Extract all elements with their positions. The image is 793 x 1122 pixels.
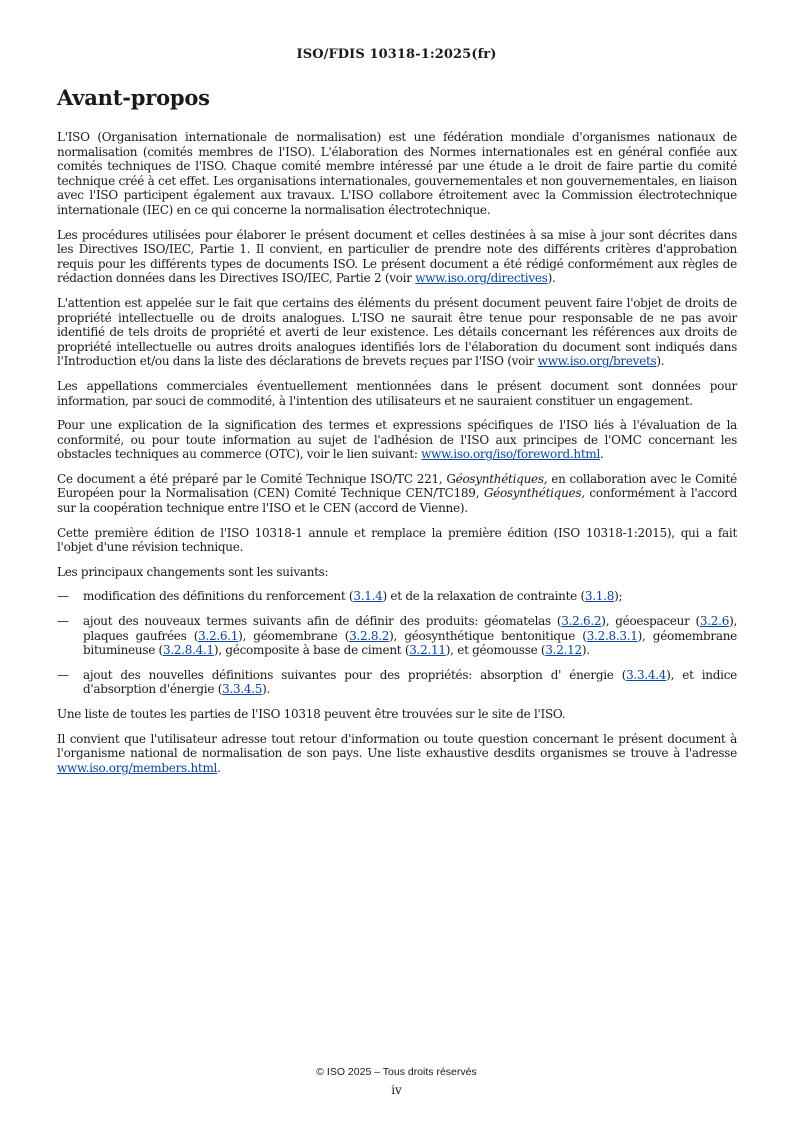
link-members[interactable]: www.iso.org/members.html xyxy=(57,760,218,775)
list-text: ajout des nouveaux termes suivants afin de définir des produits: géomatelas ( xyxy=(83,614,562,629)
list-text: ); xyxy=(614,589,623,604)
clause-reference-link[interactable]: 3.3.4.4 xyxy=(626,667,667,682)
paragraph-patents xyxy=(57,296,737,369)
paragraph-edition: Cette première édition de l'ISO 10318-1 annule et remplace la première édition (ISO 10318-1:2015), qui a fait l'objet d'une révision technique. xyxy=(57,525,737,555)
paragraph-text: L'attention est appelée sur le fait que certains des éléments du présent document peuvent faire l'objet de droits de propriété intellectuelle ou de droits analogues. L'ISO ne saurait être tenue pour responsable de ne pas avoir identifié de tels droits de propriété et averti de leur existence. Les détails concernant les références aux droits de propriété intellectuelle ou autres droits analogues identifiés lors de l'élaboration du document sont indiqués dans l'Introduction et/ou dans la liste des déclarations de brevets reçues par l'ISO (voir xyxy=(57,295,737,369)
list-text: ), géoespaceur ( xyxy=(601,614,700,629)
paragraph-iso-intro: L'ISO (Organisation internationale de normalisation) est une fédération mondiale d'organismes nationaux de normalisation (comités membres de l'ISO). L'élaboration des Normes internationales est en général confiée aux comités techniques de l'ISO. Chaque comité membre intéressé par une étude a le droit de faire partie du comité technique créé à cet effet. Les organisations internationales, gouvernementales et non gouvernementales, en liaison avec l'ISO participent également aux travaux. L'ISO collabore étroitement avec la Commission électrotechnique internationale (IEC) en ce qui concerne la normalisation électrotechnique. xyxy=(57,130,737,217)
page-title: Avant-propos xyxy=(57,85,210,110)
list-item xyxy=(57,668,737,697)
link-foreword[interactable]: www.iso.org/iso/foreword.html xyxy=(421,447,601,462)
list-text: modification des définitions du renforcement ( xyxy=(83,589,354,604)
clause-reference-link[interactable]: 3.2.6.2 xyxy=(561,614,602,629)
paragraph-text: Ce document a été préparé par le Comité Technique ISO/TC 221, G xyxy=(57,471,456,486)
link-brevets[interactable]: www.iso.org/brevets xyxy=(537,354,657,369)
paragraph-text: Il convient que l'utilisateur adresse tout retour d'information ou toute question concernant le présent document à l'organisme national de normalisation de son pays. Une liste exhaustive desdits organismes se trouve à l'adresse xyxy=(57,731,737,761)
list-text: ), gécomposite à base de ciment ( xyxy=(213,643,410,658)
changes-list xyxy=(57,589,737,697)
paragraph-parts-list: Une liste de toutes les parties de l'ISO 10318 peuvent être trouvées sur le site de l'ISO. xyxy=(57,707,566,721)
list-item xyxy=(57,614,737,658)
list-dash: — xyxy=(57,667,69,682)
paragraph-text: . xyxy=(217,760,221,775)
list-item xyxy=(57,589,737,604)
list-text: ), géomembrane bitumineuse ( xyxy=(83,628,737,658)
paragraph-text: Pour une explication de la signification des termes et expressions spécifiques de l'ISO liés à l'évaluation de la conformité, ou pour toute information au sujet de l'adhésion de l'ISO aux principes de l'OMC concernant les obstacles techniques au commerce (OTC), voir le lien suivant: xyxy=(57,418,737,462)
document-body xyxy=(57,130,737,785)
paragraph-procedures xyxy=(57,228,737,286)
paragraph-changes-intro: Les principaux changements sont les suivants: xyxy=(57,564,329,579)
list-text: ), et indice d'absorption d'énergie ( xyxy=(83,667,737,697)
paragraph-conformity xyxy=(57,418,737,462)
committee-name-italic: Géosynthétiques, xyxy=(483,486,585,501)
paragraph-text: . xyxy=(600,447,604,462)
clause-reference-link[interactable]: 3.1.4 xyxy=(353,589,383,604)
list-text: ajout des nouvelles définitions suivantes pour des propriétés: absorption d' énergie ( xyxy=(83,667,627,682)
clause-reference-link[interactable]: 3.2.12 xyxy=(545,643,582,658)
paragraph-committee xyxy=(57,472,737,516)
clause-reference-link[interactable]: 3.2.6.1 xyxy=(198,628,239,643)
paragraph-feedback xyxy=(57,732,737,776)
clause-reference-link[interactable]: 3.2.8.2 xyxy=(349,628,390,643)
list-text: ), plaques gaufrées ( xyxy=(83,614,737,643)
copyright-footer: © ISO 2025 – Tous droits réservés xyxy=(316,1066,477,1078)
list-text: ), géosynthétique bentonitique ( xyxy=(389,628,587,643)
page-number: iv xyxy=(391,1083,402,1097)
clause-reference-link[interactable]: 3.1.8 xyxy=(584,589,615,604)
link-directives[interactable]: www.iso.org/directives xyxy=(415,271,548,286)
paragraph-trade-names: Les appellations commerciales éventuellement mentionnées dans le présent document sont données pour information, par souci de commodité, à l'intention des utilisateurs et ne sauraient constituer un engagement. xyxy=(57,378,737,408)
list-text: ). xyxy=(581,643,590,658)
paragraph-text: ). xyxy=(656,354,665,369)
list-dash: — xyxy=(57,614,69,629)
list-text: ), géomembrane ( xyxy=(238,628,350,643)
paragraph-text: ). xyxy=(547,271,556,286)
paragraph-text: Les procédures utilisées pour élaborer le présent document et celles destinées à sa mise à jour sont décrites dans les Directives ISO/IEC, Partie 1. Il convient, en particulier de prendre note des différents critères d'approbation requis pour les différents types de documents ISO. Le présent document a été rédigé conformément aux règles de rédaction données dans les Directives ISO/IEC, Partie 2 (voir xyxy=(57,227,737,286)
clause-reference-link[interactable]: 3.2.6 xyxy=(699,614,730,629)
committee-name-italic: éosynthétiques, xyxy=(455,471,548,486)
clause-reference-link[interactable]: 3.2.8.3.1 xyxy=(586,628,638,643)
paragraph-text: conformément à l'accord sur la coopération technique entre l'ISO et le CEN (accord de Vienne). xyxy=(57,486,738,516)
list-text: ). xyxy=(262,682,271,697)
list-dash: — xyxy=(57,589,69,604)
list-text: ), et géomousse ( xyxy=(445,643,546,658)
clause-reference-link[interactable]: 3.2.11 xyxy=(409,643,446,658)
clause-reference-link[interactable]: 3.2.8.4.1 xyxy=(162,643,214,658)
paragraph-text: en collaboration avec le Comité Européen pour la Normalisation (CEN) Comité Technique CEN/TC189, xyxy=(57,471,737,501)
list-text: ) et de la relaxation de contrainte ( xyxy=(382,589,585,604)
document-identifier: ISO/FDIS 10318-1:2025(fr) xyxy=(296,47,497,62)
clause-reference-link[interactable]: 3.3.4.5 xyxy=(222,682,263,697)
